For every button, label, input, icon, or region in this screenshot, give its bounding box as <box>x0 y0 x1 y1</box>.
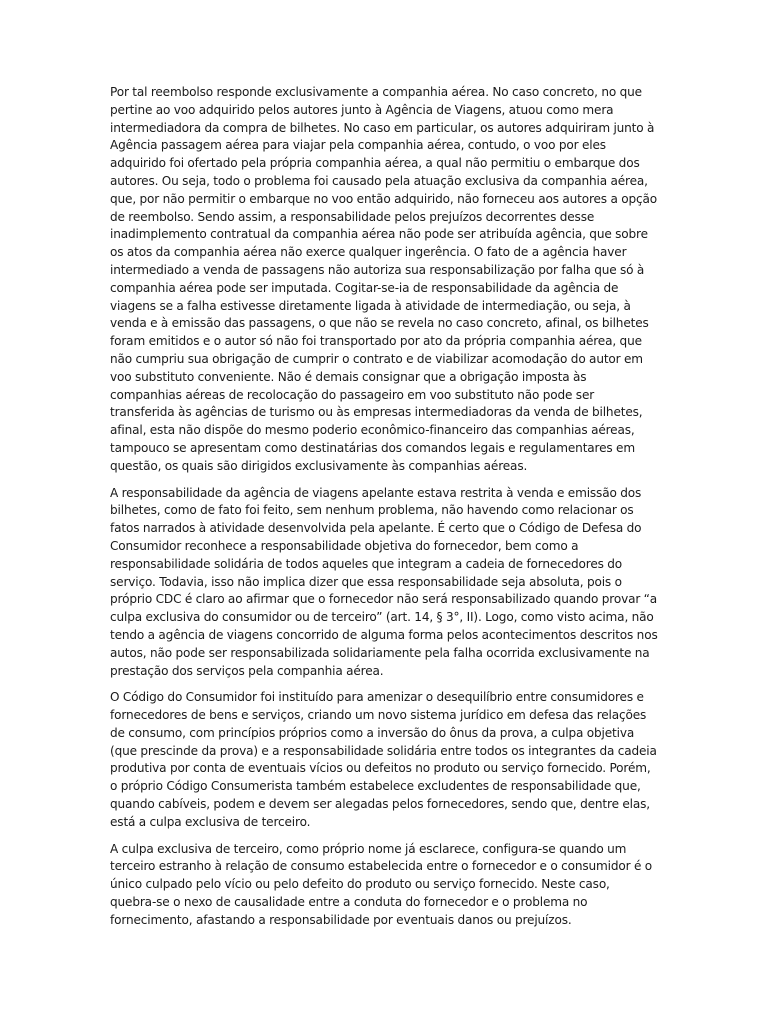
paragraph-reembolso: Por tal reembolso responde exclusivamente a companhia aérea. No caso concreto, no que pertine ao voo adquirido pelos autores junto à Agência de Viagens, atuou como mera intermediadora da compra de bilhetes. No caso em particular, os autores adquiriram junto à Agência passagem aérea para viajar pela companhia aérea, contudo, o voo por eles adquirido foi ofertado pela própria companhia aérea, a qual não permitiu o embarque dos autores. Ou seja, todo o problema foi causado pela atuação exclusiva da companhia aérea, que, por não permitir o embarque no voo então adquirido, não forneceu aos autores a opção de reembolso. Sendo assim, a responsabilidade pelos prejuízos decorrentes desse inadimplemento contratual da companhia aérea não pode ser atribuída agência, que sobre os atos da companhia aérea não exerce qualquer ingerência. O fato de a agência haver intermediado a venda de passagens não autoriza sua responsabilização por falha que só à companhia aérea pode ser imputada. Cogitar-se-ia de responsabilidade da agência de viagens se a falha estivesse diretamente ligada à atividade de intermediação, ou seja, à venda e à emissão das passagens, o que não se revela no caso concreto, afinal, os bilhetes foram emitidos e o autor só não foi transportado por ato da própria companhia aérea, que não cumpriu sua obrigação de cumprir o contrato e de viabilizar acomodação do autor em voo substituto conveniente. Não é demais consignar que a obrigação imposta às companhias aéreas de recolocação do passageiro em voo substituto não pode ser transferida às agências de turismo ou às empresas intermediadoras da venda de bilhetes, afinal, esta não dispõe do mesmo poderio econômico-financeiro das companhias aéreas, tampouco se apresentam como destinatárias dos comandos legais e regulamentares em questão, os quais são dirigidos exclusivamente às companhias aéreas. <box>110 85 657 473</box>
document-body <box>110 84 658 939</box>
paragraph-codigo-consumidor: O Código do Consumidor foi instituído para amenizar o desequilíbrio entre consumidores e fornecedores de bens e serviços, criando um novo sistema jurídico em defesa das relações de consumo, com princípios próprios como a inversão do ônus da prova, a culpa objetiva (que prescinde da prova) e a responsabilidade solidária entre todos os integrantes da cadeia produtiva por conta de eventuais vícios ou defeitos no produto ou serviço fornecido. Porém, o próprio Código Consumerista também estabelece excludentes de responsabilidade que, quando cabíveis, podem e devem ser alegadas pelos fornecedores, sendo que, dentre elas, está a culpa exclusiva de terceiro. <box>110 690 657 829</box>
paragraph-responsabilidade-agencia: A responsabilidade da agência de viagens apelante estava restrita à venda e emissão dos bilhetes, como de fato foi feito, sem nenhum problema, não havendo como relacionar os fatos narrados à atividade desenvolvida pela apelante. É certo que o Código de Defesa do Consumidor reconhece a responsabilidade objetiva do fornecedor, bem como a responsabilidade solidária de todos aqueles que integram a cadeia de fornecedores do serviço. Todavia, isso não implica dizer que essa responsabilidade seja absoluta, pois o próprio CDC é claro ao afirmar que o fornecedor não será responsabilizado quando provar “a culpa exclusiva do consumidor ou de terceiro” (art. 14, § 3°, II). Logo, como visto acima, não tendo a agência de viagens concorrido de alguma forma pelos acontecimentos descritos nos autos, não pode ser responsabilizada solidariamente pela falha ocorrida exclusivamente na prestação dos serviços pela companhia aérea. <box>110 485 658 678</box>
paragraph-culpa-exclusiva: A culpa exclusiva de terceiro, como próprio nome já esclarece, configura-se quando um terceiro estranho à relação de consumo estabelecida entre o fornecedor e o consumidor é o único culpado pelo vício ou pelo defeito do produto ou serviço fornecido. Neste caso, quebra-se o nexo de causalidade entre a conduta do fornecedor e o problema no fornecimento, afastando a responsabilidade por eventuais danos ou prejuízos. <box>110 841 652 927</box>
